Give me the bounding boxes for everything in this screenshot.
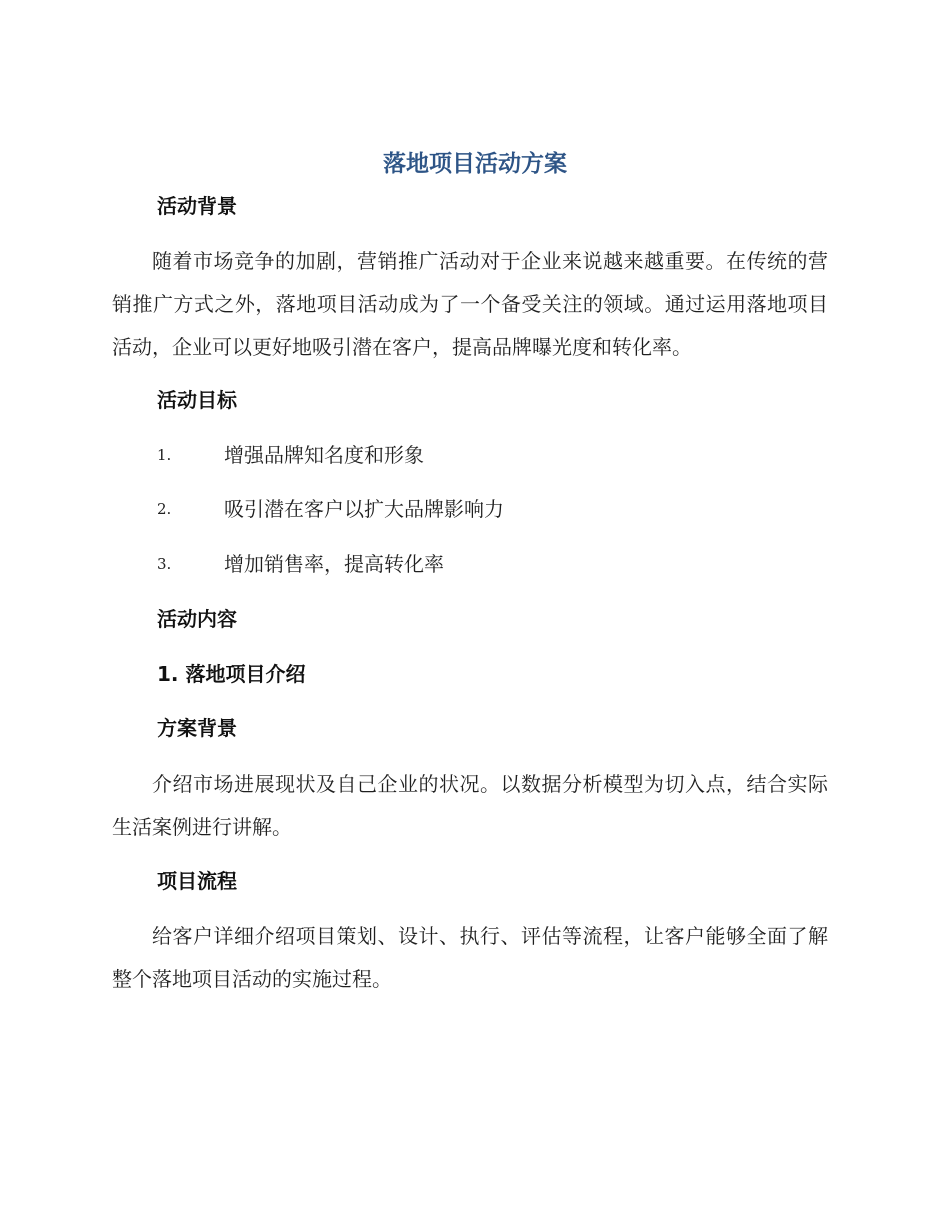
list-item-number: 1. [157,446,172,464]
list-item-number: 3. [157,555,172,573]
document-title: 落地项目活动方案 [383,151,567,177]
section-heading-background: 活动背景 [157,194,237,218]
list-item-text: 增强品牌知名度和形象 [224,443,424,467]
list-item-number: 2. [157,500,172,518]
process-paragraph: 给客户详细介绍项目策划、设计、执行、评估等流程，让客户能够全面了解整个落地项目活动的实施过程。 [112,924,828,991]
section-heading-goals: 活动目标 [157,388,237,412]
list-item-text: 吸引潜在客户以扩大品牌影响力 [224,497,504,521]
section-heading-content: 活动内容 [157,607,237,631]
background-paragraph: 随着市场竞争的加剧，营销推广活动对于企业来说越来越重要。在传统的营销推广方式之外，落地项目活动成为了一个备受关注的领域。通过运用落地项目活动，企业可以更好地吸引潜在客户，提高品牌曝光度和转化率。 [112,249,828,359]
list-item-text: 增加销售率，提高转化率 [224,552,444,576]
subsection-heading-intro: 1. 落地项目介绍 [157,662,306,686]
scheme-background-paragraph: 介绍市场进展现状及自己企业的状况。以数据分析模型为切入点，结合实际生活案例进行讲解。 [112,772,828,839]
subsection-heading-process: 项目流程 [157,869,237,893]
subsection-heading-scheme-background: 方案背景 [157,716,237,740]
